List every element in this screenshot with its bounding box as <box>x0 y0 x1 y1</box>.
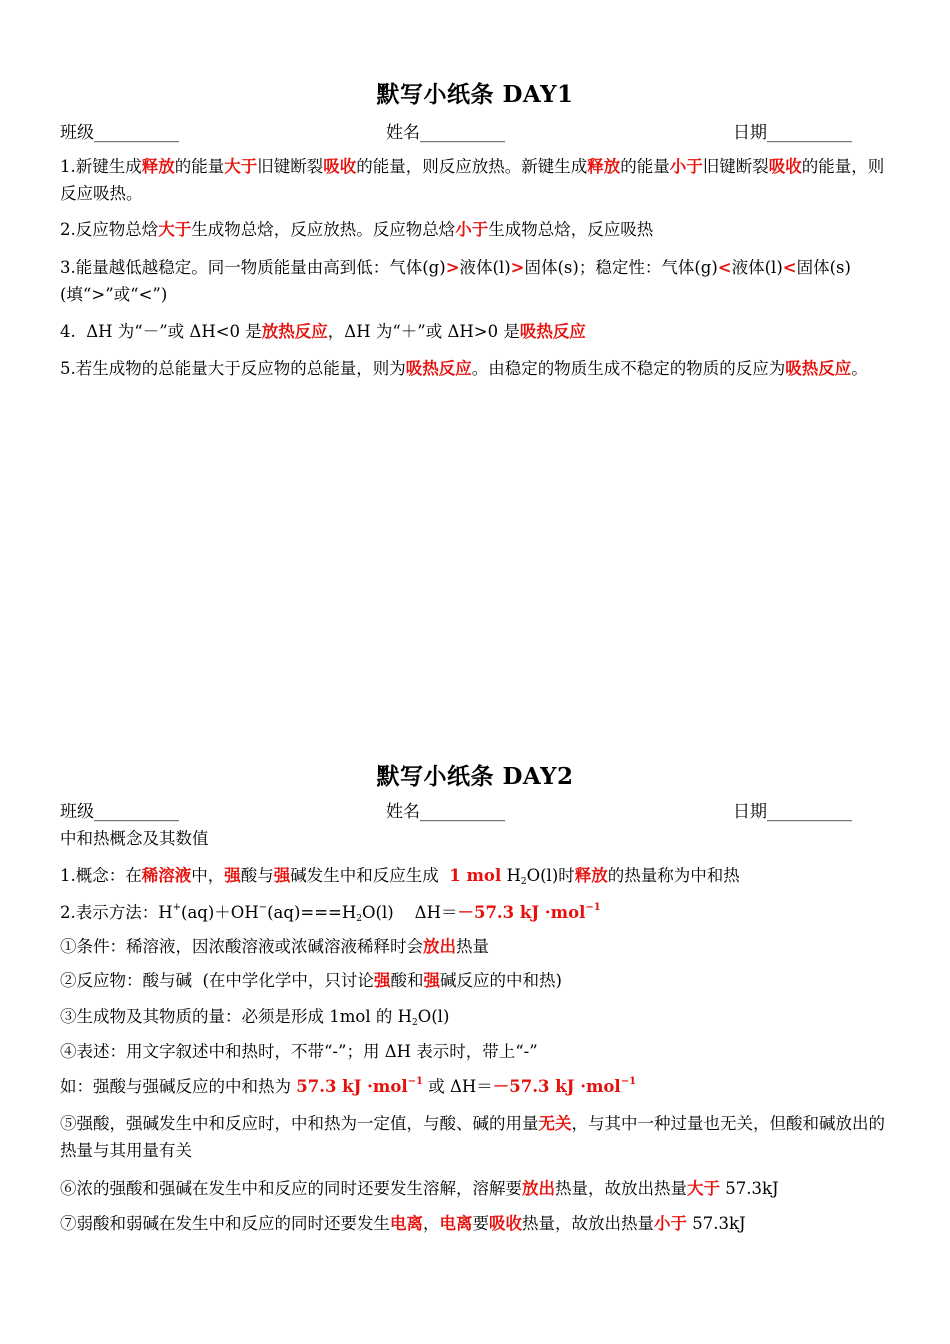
highlight-text: 吸热反应 <box>519 322 586 341</box>
plain-text: 要 <box>472 1214 489 1233</box>
superscript-text: −1 <box>620 1076 637 1087</box>
superscript-text: −1 <box>585 902 601 913</box>
plain-text: ⑥浓的强酸和强碱在发生中和反应的同时还要发生溶解，溶解要 <box>60 1179 522 1198</box>
highlight-text: 大于 <box>224 157 258 176</box>
plain-text: 液体(l) <box>459 258 511 277</box>
plain-text: 旧键断裂 <box>702 157 769 176</box>
day2-item-5 <box>60 1003 900 1030</box>
highlight-text: 强 <box>273 866 291 885</box>
plain-text: 中， <box>191 866 225 885</box>
highlight-text: 强 <box>423 971 440 990</box>
highlight-text: 大于 <box>158 220 192 239</box>
plain-text: 液体(l) <box>731 258 783 277</box>
day2-item-4 <box>60 967 900 994</box>
subscript-text: 2 <box>411 1018 418 1028</box>
superscript-text: −1 <box>407 1076 423 1087</box>
day2-class-field[interactable]: 班级__________ <box>60 802 179 822</box>
plain-text: ⑦弱酸和弱碱在发生中和反应的同时还要发生 <box>60 1214 390 1233</box>
highlight-text: 释放 <box>574 866 608 885</box>
subscript-text: 2 <box>356 914 362 924</box>
highlight-text: 放出 <box>423 937 456 956</box>
plain-text: ①条件：稀溶液，因浓酸溶液或浓碱溶液稀释时会 <box>60 937 423 956</box>
day1-date-field[interactable]: 日期__________ <box>733 123 852 143</box>
highlight-text: 吸收 <box>768 157 802 176</box>
plain-text: O(l) ΔH＝ <box>362 903 458 922</box>
day2-date-field[interactable]: 日期__________ <box>733 802 852 822</box>
plain-text: 如：强酸与强碱反应的中和热为 <box>60 1077 297 1096</box>
highlight-text: －57.3 kJ ·mol <box>457 903 586 922</box>
day2-item-1 <box>60 862 900 889</box>
plain-text: 3.能量越低越稳定。同一物质能量由高到低：气体(g) <box>60 258 446 277</box>
day1-item-2 <box>60 216 900 243</box>
plain-text: 2.表示方法：H <box>60 903 173 922</box>
day1-item-5 <box>60 355 900 382</box>
plain-text: 1.新键生成 <box>60 157 142 176</box>
plain-text: 。 <box>851 359 868 378</box>
day2-item-7 <box>60 1073 900 1100</box>
highlight-text: < <box>717 258 732 277</box>
day2-item-8 <box>60 1110 900 1164</box>
plain-text: O(l)时 <box>526 866 575 885</box>
highlight-text: 无关 <box>538 1114 572 1133</box>
day1-item-3 <box>60 254 900 308</box>
day2-subtitle: 中和热概念及其数值 <box>60 829 209 848</box>
plain-text: 57.3kJ <box>687 1214 746 1233</box>
subscript-text: 2 <box>520 877 527 887</box>
highlight-text: > <box>510 258 525 277</box>
highlight-text: 吸热反应 <box>785 359 852 378</box>
plain-text: 旧键断裂 <box>257 157 324 176</box>
highlight-text: < <box>782 258 797 277</box>
highlight-text: 小于 <box>455 220 489 239</box>
plain-text: 热量 <box>456 937 489 956</box>
plain-text: ④表述：用文字叙述中和热时，不带“-”；用 ΔH 表示时，带上“-” <box>60 1042 538 1061</box>
plain-text: ②反应物：酸与碱 (在中学化学中，只讨论 <box>60 971 374 990</box>
plain-text: 的能量 <box>620 157 670 176</box>
plain-text: 57.3kJ <box>720 1179 779 1198</box>
plain-text: 酸与 <box>240 866 274 885</box>
plain-text: 的能量，则反应放热。新键生成 <box>356 157 588 176</box>
highlight-text: 吸热反应 <box>405 359 472 378</box>
day1-title: 默写小纸条 DAY1 <box>376 81 574 108</box>
highlight-text: 电离 <box>439 1214 473 1233</box>
plain-text: 2.反应物总焓 <box>60 220 159 239</box>
highlight-text: －57.3 kJ ·mol <box>492 1077 621 1096</box>
plain-text: 生成物总焓，反应吸热 <box>488 220 654 239</box>
plain-text: 热量，故放出热量 <box>522 1214 654 1233</box>
plain-text: 的热量称为中和热 <box>607 866 740 885</box>
highlight-text: 稀溶液 <box>141 866 192 885</box>
day2-item-3 <box>60 933 900 960</box>
plain-text: 固体(s)；稳定性：气体(g) <box>524 258 718 277</box>
highlight-text: > <box>445 258 460 277</box>
plain-text: (aq)===H <box>267 903 357 922</box>
plain-text: ，与其中一种过量也无关，但酸和碱放出的热量与其用量有关 <box>60 1114 885 1160</box>
highlight-text: 强 <box>373 971 391 990</box>
day1-name-field[interactable]: 姓名__________ <box>386 123 505 143</box>
highlight-text: 强 <box>224 866 241 885</box>
highlight-text: 放热反应 <box>261 322 328 341</box>
highlight-text: 小于 <box>654 1214 687 1233</box>
day1-item-1 <box>60 153 900 207</box>
day2-item-10 <box>60 1210 900 1237</box>
highlight-text: 电离 <box>390 1214 423 1233</box>
plain-text: ，ΔH 为“＋”或 ΔH>0 是 <box>327 322 520 341</box>
plain-text: 热量，故放出热量 <box>555 1179 687 1198</box>
plain-text: 1.概念：在 <box>60 866 142 885</box>
day2-title: 默写小纸条 DAY2 <box>376 763 574 790</box>
highlight-text: 吸收 <box>489 1214 522 1233</box>
highlight-text: 57.3 kJ ·mol <box>296 1077 408 1096</box>
plain-text: O(l) <box>417 1007 450 1026</box>
plain-text: 生成物总焓，反应放热。反应物总焓 <box>191 220 456 239</box>
day2-name-field[interactable]: 姓名__________ <box>386 802 505 822</box>
superscript-text: + <box>172 902 182 913</box>
plain-text: 的能量，则反应吸热。 <box>60 157 885 203</box>
plain-text: H <box>501 866 521 885</box>
plain-text: ③生成物及其物质的量：必须是形成 1mol 的 H <box>60 1007 412 1026</box>
highlight-text: 大于 <box>687 1179 720 1198</box>
plain-text: 碱反应的中和热) <box>439 971 562 990</box>
highlight-text: 释放 <box>141 157 175 176</box>
day2-item-6 <box>60 1038 900 1065</box>
day2-item-2 <box>60 899 900 926</box>
highlight-text: 释放 <box>587 157 621 176</box>
plain-text: (aq)＋OH <box>181 903 259 922</box>
plain-text: ⑤强酸，强碱发生中和反应时，中和热为一定值，与酸、碱的用量 <box>60 1114 539 1133</box>
highlight-text: 放出 <box>522 1179 555 1198</box>
highlight-text: 吸收 <box>323 157 357 176</box>
day1-item-4 <box>60 318 900 345</box>
plain-text: 酸和 <box>390 971 424 990</box>
plain-text: 5.若生成物的总能量大于反应物的总能量，则为 <box>60 359 406 378</box>
plain-text: 碱发生中和反应生成 <box>290 866 450 885</box>
day2-item-9 <box>60 1175 900 1202</box>
highlight-text: 1 mol <box>449 866 502 885</box>
plain-text: 固体(s)(填“>”或“<”) <box>60 258 851 304</box>
plain-text: ， <box>423 1214 440 1233</box>
highlight-text: 小于 <box>669 157 703 176</box>
superscript-text: − <box>258 902 268 913</box>
plain-text: 。由稳定的物质生成不稳定的物质的反应为 <box>471 359 786 378</box>
day1-class-field[interactable]: 班级__________ <box>60 123 179 143</box>
plain-text: 4. ΔH 为“－”或 ΔH<0 是 <box>60 322 262 341</box>
plain-text: 或 ΔH＝ <box>423 1077 493 1096</box>
plain-text: 的能量 <box>174 157 225 176</box>
